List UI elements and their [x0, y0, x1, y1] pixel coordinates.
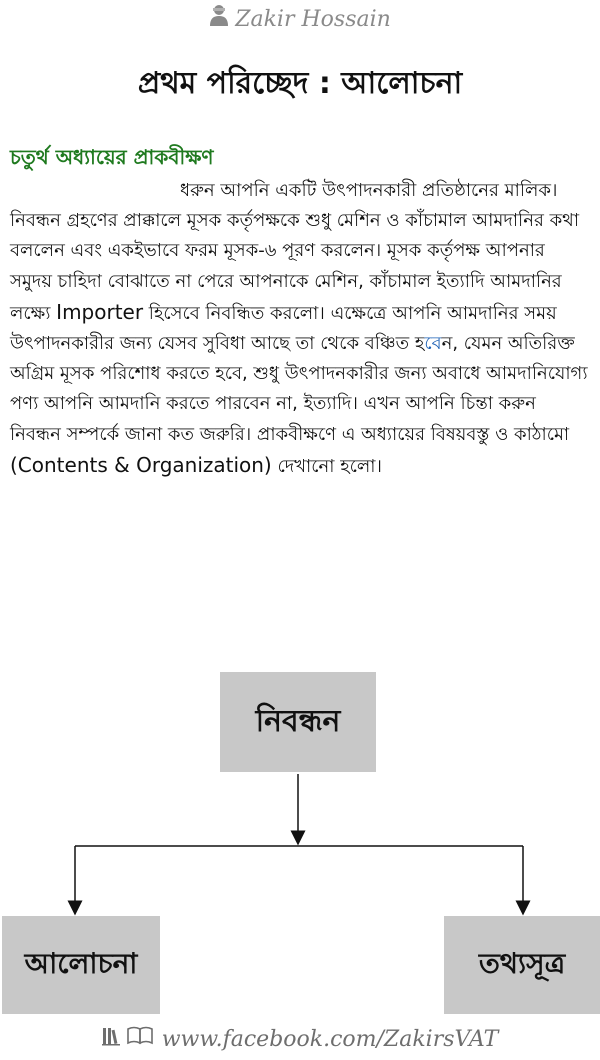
footer: [0, 1024, 600, 1056]
diagram-child-box-discussion: আলোচনা: [2, 916, 160, 1014]
footer-icons: [102, 1024, 154, 1056]
paragraph-part-3: ন, যেমন অতিরিক্ত অগ্রিম মূসক পরিশোধ করতে হবে, শুধু উৎপাদনকারীর জন্য অবাধে আমদানিযোগ্য পণ্য আপনি আমদানি করতে পারবেন না, ইত্যাদি। এখন আপনি চিন্তা করুন নিবন্ধন সম্পর্কে জানা কত জরুরি। প্রাকবীক্ষণে এ অধ্যায়ের বিষয়বস্তু ও কাঠামো: [10, 333, 588, 445]
diagram-root-box: নিবন্ধন: [220, 672, 376, 772]
importer-term: Importer: [56, 299, 144, 324]
footer-url[interactable]: www.facebook.com/ZakirsVAT: [161, 1027, 499, 1052]
page-title: প্রথম পরিচ্ছেদ : আলোচনা: [137, 66, 463, 101]
body-paragraph: [10, 176, 590, 482]
paragraph-part-2: হিসেবে নিবন্ধিত করলো। এক্ষেত্রে আপনি আমদানির সময় উৎপাদনকারীর জন্য যেসব সুবিধা আছে তা থেকে বঞ্চিত হ: [10, 302, 557, 355]
structure-diagram: [0, 670, 600, 1020]
diagram-child-box-references: তথ্যসূত্র: [444, 916, 600, 1014]
contents-organization-term: (Contents & Organization): [10, 452, 272, 477]
book-icon: [128, 1028, 152, 1044]
paragraph-part-1: ধরুন আপনি একটি উৎপাদনকারী প্রতিষ্ঠানের মালিক। নিবন্ধন গ্রহণের প্রাক্কালে মূসক কর্তৃপক্ষকে শুধু মেশিন ও কাঁচামাল আমদানির কথা বললেন এবং একইভাবে ফরম মূসক-৬ পূরণ করলেন। মূসক কর্তৃপক্ষ আপনার সমুদয় চাহিদা বোঝাতে না পেরে আপনাকে মেশিন, কাঁচামাল ইত্যাদি আমদানির লক্ষ্যে: [10, 180, 580, 324]
author-header: [0, 4, 600, 36]
author-name: Zakir Hossain: [235, 7, 391, 32]
highlighted-char: বে: [424, 333, 442, 355]
library-icon: [102, 1028, 120, 1046]
user-icon: [209, 4, 229, 36]
paragraph-part-4: দেখানো হলো।: [271, 455, 382, 477]
section-heading: চতুর্থ অধ্যায়ের প্রাকবীক্ষণ: [10, 145, 214, 169]
